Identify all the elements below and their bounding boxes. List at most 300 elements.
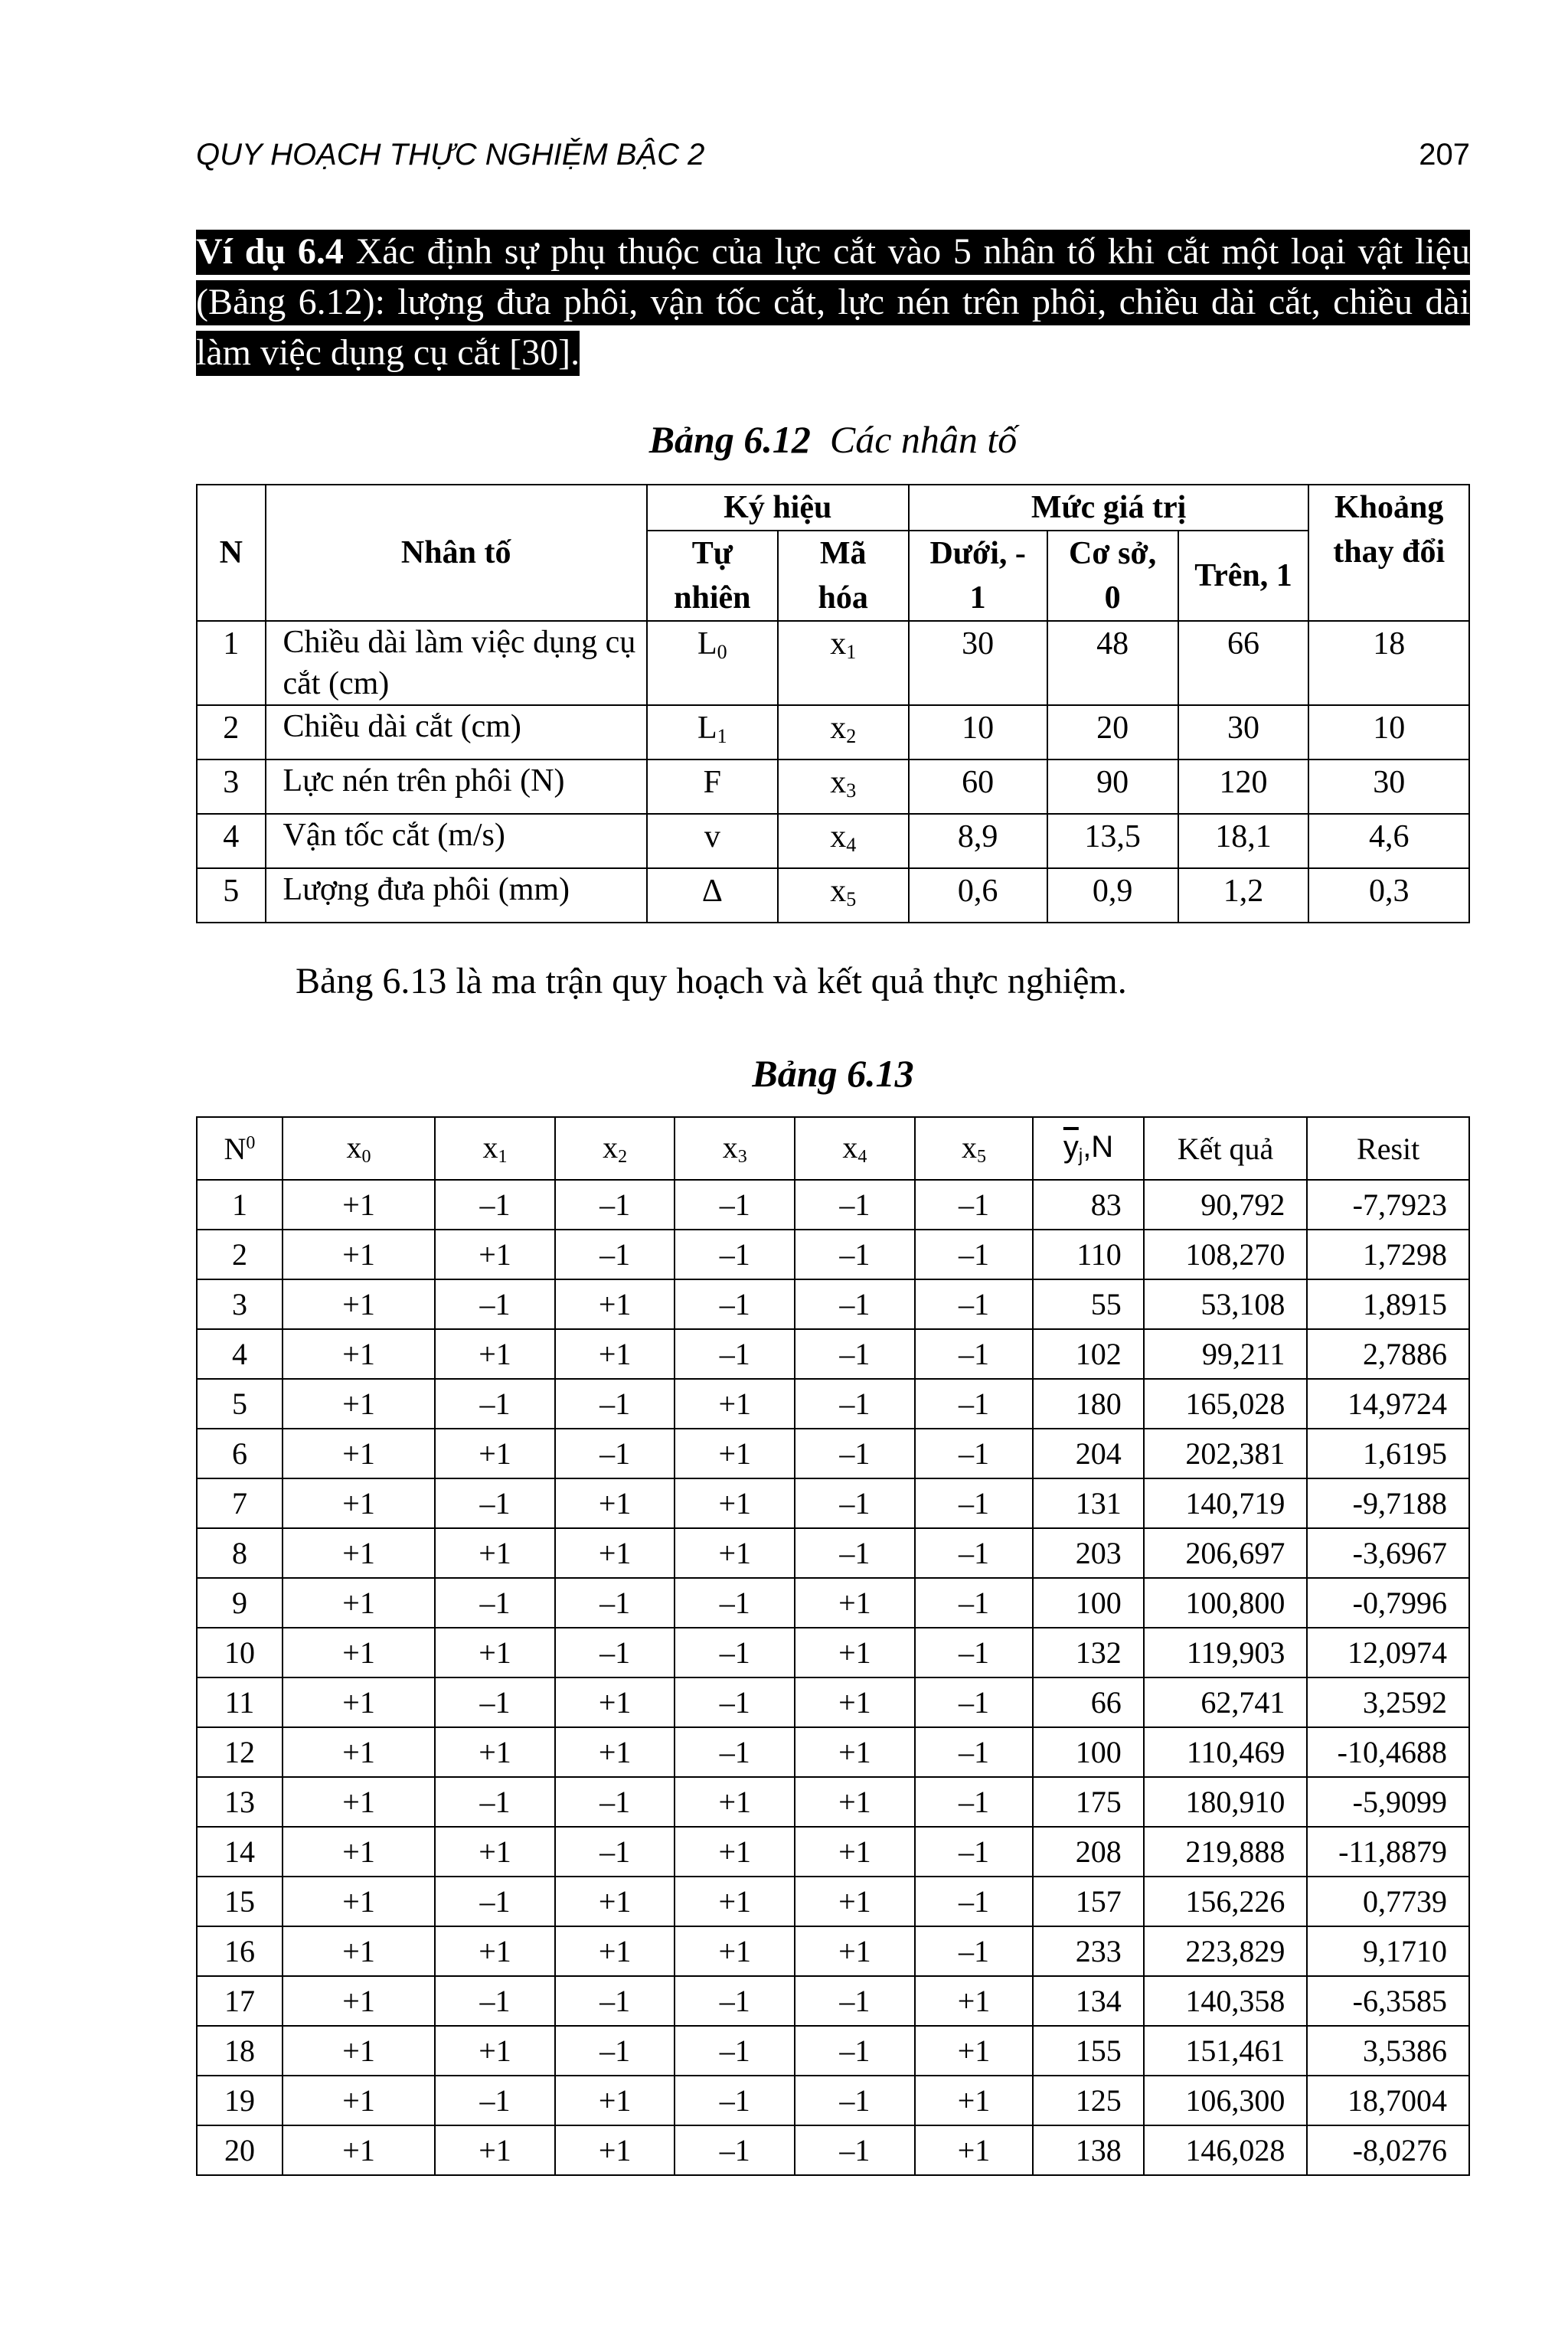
cell-result: 100,800 <box>1144 1578 1308 1628</box>
cell-x2: +1 <box>555 1528 675 1578</box>
header-levels: Mức giá trị <box>909 485 1309 531</box>
cell-x2: +1 <box>555 2125 675 2175</box>
factor-base: 90 <box>1047 760 1178 814</box>
factor-base: 0,9 <box>1047 868 1178 923</box>
cell-y-mean: 83 <box>1033 1180 1143 1230</box>
cell-x4: –1 <box>795 1379 915 1429</box>
cell-y-mean: 175 <box>1033 1777 1143 1827</box>
cell-x0: +1 <box>283 2125 435 2175</box>
header-x2 <box>555 1117 675 1180</box>
cell-x5: +1 <box>915 1976 1034 2026</box>
cell-x1: +1 <box>435 1727 555 1777</box>
cell-x0: +1 <box>283 1578 435 1628</box>
cell-x0: +1 <box>283 2026 435 2076</box>
factor-interval: 10 <box>1308 705 1469 760</box>
cell-x4: –1 <box>795 1429 915 1478</box>
cell-x5: –1 <box>915 1379 1034 1429</box>
cell-result: 99,211 <box>1144 1329 1308 1379</box>
factor-name: Chiều dài cắt (cm) <box>266 705 647 760</box>
cell-run-number: 4 <box>197 1329 283 1379</box>
cell-resit: 0,7739 <box>1307 1877 1469 1926</box>
natural-symbol-base: v <box>704 819 720 854</box>
cell-run-number: 20 <box>197 2125 283 2175</box>
cell-x0: +1 <box>283 1677 435 1727</box>
cell-resit: 1,7298 <box>1307 1230 1469 1279</box>
cell-resit: -7,7923 <box>1307 1180 1469 1230</box>
factor-interval: 4,6 <box>1308 814 1469 868</box>
cell-resit: -10,4688 <box>1307 1727 1469 1777</box>
example-text: Xác định sự phụ thuộc của lực cắt vào 5 nhân tố khi cắt một loại vật liệu (Bảng 6.12): lượng đưa phôi, vận tốc cắt, lực nén trên phôi, chiều dài cắt, chiều dài làm việc dụng cụ cắt [30]. <box>196 231 1470 373</box>
cell-y-mean: 132 <box>1033 1628 1143 1677</box>
cell-result: 206,697 <box>1144 1528 1308 1578</box>
factor-coded-symbol <box>778 621 909 705</box>
cell-x1: +1 <box>435 2125 555 2175</box>
cell-x0: +1 <box>283 1230 435 1279</box>
cell-resit: -3,6967 <box>1307 1528 1469 1578</box>
factor-row <box>197 705 1469 760</box>
factor-row <box>197 621 1469 705</box>
coded-symbol-sub: 4 <box>846 834 857 856</box>
cell-x5: +1 <box>915 2026 1034 2076</box>
cell-result: 219,888 <box>1144 1827 1308 1877</box>
table-row <box>197 1976 1469 2026</box>
cell-y-mean: 155 <box>1033 2026 1143 2076</box>
cell-resit: -8,0276 <box>1307 2125 1469 2175</box>
cell-x2: +1 <box>555 1727 675 1777</box>
cell-x4: –1 <box>795 1230 915 1279</box>
header-x-base: x <box>842 1130 858 1165</box>
cell-x5: –1 <box>915 1528 1034 1578</box>
factor-upper: 1,2 <box>1178 868 1309 923</box>
table-6-12-caption-number: Bảng 6.12 <box>648 418 811 461</box>
cell-x1: +1 <box>435 1429 555 1478</box>
cell-x1: –1 <box>435 1578 555 1628</box>
experiment-matrix-table <box>196 1116 1470 2176</box>
cell-x2: –1 <box>555 1578 675 1628</box>
factor-n: 3 <box>197 760 266 814</box>
cell-y-mean: 131 <box>1033 1478 1143 1528</box>
table-row <box>197 1727 1469 1777</box>
cell-x3: –1 <box>675 2026 795 2076</box>
cell-x1: –1 <box>435 1379 555 1429</box>
coded-symbol-base: x <box>830 874 847 909</box>
cell-x5: +1 <box>915 2076 1034 2125</box>
header-base: Cơ sở, 0 <box>1047 531 1178 621</box>
cell-result: 165,028 <box>1144 1379 1308 1429</box>
cell-result: 202,381 <box>1144 1429 1308 1478</box>
cell-x5: –1 <box>915 1429 1034 1478</box>
header-x5 <box>915 1117 1034 1180</box>
cell-y-mean: 125 <box>1033 2076 1143 2125</box>
cell-x1: –1 <box>435 1677 555 1727</box>
header-lower: Dưới, - 1 <box>909 531 1047 621</box>
cell-run-number: 7 <box>197 1478 283 1528</box>
header-y-unit: ,N <box>1083 1130 1114 1164</box>
cell-y-mean: 208 <box>1033 1827 1143 1877</box>
natural-symbol-sub: 0 <box>717 641 727 663</box>
header-x-sub: 3 <box>737 1147 747 1167</box>
cell-resit: 18,7004 <box>1307 2076 1469 2125</box>
cell-x3: +1 <box>675 1926 795 1976</box>
cell-x1: +1 <box>435 1827 555 1877</box>
factor-n: 1 <box>197 621 266 705</box>
header-run-number-sup: 0 <box>246 1132 256 1153</box>
cell-x2: +1 <box>555 1478 675 1528</box>
cell-resit: -0,7996 <box>1307 1578 1469 1628</box>
cell-x2: +1 <box>555 1677 675 1727</box>
header-x0 <box>283 1117 435 1180</box>
cell-x4: +1 <box>795 1677 915 1727</box>
factor-lower: 8,9 <box>909 814 1047 868</box>
cell-x3: +1 <box>675 1777 795 1827</box>
cell-x5: –1 <box>915 1877 1034 1926</box>
cell-x5: –1 <box>915 1478 1034 1528</box>
cell-x0: +1 <box>283 1478 435 1528</box>
cell-x4: +1 <box>795 1877 915 1926</box>
header-y-sub: j <box>1078 1145 1083 1166</box>
factor-upper: 120 <box>1178 760 1309 814</box>
natural-symbol-base: Δ <box>701 874 723 909</box>
cell-x4: –1 <box>795 2125 915 2175</box>
factor-coded-symbol <box>778 814 909 868</box>
factor-coded-symbol <box>778 868 909 923</box>
cell-x1: +1 <box>435 1528 555 1578</box>
natural-symbol-base: L <box>697 710 717 746</box>
cell-x4: –1 <box>795 1180 915 1230</box>
cell-y-mean: 55 <box>1033 1279 1143 1329</box>
cell-x3: –1 <box>675 2076 795 2125</box>
factor-row <box>197 760 1469 814</box>
table-row <box>197 1429 1469 1478</box>
factor-row <box>197 868 1469 923</box>
cell-result: 90,792 <box>1144 1180 1308 1230</box>
cell-x5: –1 <box>915 1777 1034 1827</box>
cell-x2: +1 <box>555 1279 675 1329</box>
header-x-sub: 1 <box>498 1147 508 1167</box>
header-x-base: x <box>603 1130 619 1165</box>
cell-resit: 12,0974 <box>1307 1628 1469 1677</box>
table-row <box>197 2125 1469 2175</box>
cell-x2: –1 <box>555 1976 675 2026</box>
cell-x5: –1 <box>915 1677 1034 1727</box>
cell-y-mean: 110 <box>1033 1230 1143 1279</box>
table-row <box>197 1877 1469 1926</box>
factor-base: 48 <box>1047 621 1178 705</box>
cell-x1: –1 <box>435 1777 555 1827</box>
cell-x4: –1 <box>795 1528 915 1578</box>
cell-x3: –1 <box>675 1329 795 1379</box>
cell-resit: 14,9724 <box>1307 1379 1469 1429</box>
cell-y-mean: 180 <box>1033 1379 1143 1429</box>
cell-x3: +1 <box>675 1478 795 1528</box>
cell-run-number: 12 <box>197 1727 283 1777</box>
cell-x5: –1 <box>915 1329 1034 1379</box>
cell-x0: +1 <box>283 1429 435 1478</box>
factor-n: 2 <box>197 705 266 760</box>
cell-x3: –1 <box>675 2125 795 2175</box>
header-run-number-base: N <box>224 1131 247 1166</box>
cell-x5: –1 <box>915 1230 1034 1279</box>
cell-x1: –1 <box>435 1478 555 1528</box>
table-row <box>197 1279 1469 1329</box>
example-label: Ví dụ 6.4 <box>196 231 344 272</box>
table-row <box>197 1379 1469 1429</box>
cell-run-number: 13 <box>197 1777 283 1827</box>
cell-x4: –1 <box>795 2026 915 2076</box>
cell-y-mean: 233 <box>1033 1926 1143 1976</box>
cell-x2: –1 <box>555 1827 675 1877</box>
cell-run-number: 2 <box>197 1230 283 1279</box>
cell-resit: 3,5386 <box>1307 2026 1469 2076</box>
header-interval: Khoảng thay đổi <box>1308 485 1469 621</box>
cell-x3: –1 <box>675 1230 795 1279</box>
factor-interval: 30 <box>1308 760 1469 814</box>
factor-n: 5 <box>197 868 266 923</box>
cell-run-number: 15 <box>197 1877 283 1926</box>
cell-x4: +1 <box>795 1777 915 1827</box>
cell-x3: –1 <box>675 1180 795 1230</box>
cell-x0: +1 <box>283 1329 435 1379</box>
cell-run-number: 1 <box>197 1180 283 1230</box>
header-x-base: x <box>962 1130 978 1165</box>
header-resit: Resit <box>1307 1117 1469 1180</box>
factor-coded-symbol <box>778 705 909 760</box>
cell-x1: +1 <box>435 2026 555 2076</box>
cell-x3: +1 <box>675 1877 795 1926</box>
cell-x0: +1 <box>283 1976 435 2026</box>
example-highlight <box>196 230 1470 376</box>
table-6-12-caption <box>196 416 1470 462</box>
factor-interval: 0,3 <box>1308 868 1469 923</box>
cell-resit: 3,2592 <box>1307 1677 1469 1727</box>
coded-symbol-base: x <box>830 819 847 854</box>
cell-run-number: 11 <box>197 1677 283 1727</box>
cell-resit: 1,6195 <box>1307 1429 1469 1478</box>
cell-x3: –1 <box>675 1976 795 2026</box>
cell-run-number: 5 <box>197 1379 283 1429</box>
cell-run-number: 10 <box>197 1628 283 1677</box>
cell-run-number: 19 <box>197 2076 283 2125</box>
cell-resit: -6,3585 <box>1307 1976 1469 2026</box>
cell-x0: +1 <box>283 1926 435 1976</box>
coded-symbol-sub: 2 <box>846 725 857 747</box>
header-x-sub: 2 <box>618 1147 628 1167</box>
cell-x0: +1 <box>283 1379 435 1429</box>
cell-resit: -5,9099 <box>1307 1777 1469 1827</box>
cell-x1: –1 <box>435 1279 555 1329</box>
header-x3 <box>675 1117 795 1180</box>
coded-symbol-base: x <box>830 765 847 800</box>
cell-x4: –1 <box>795 2076 915 2125</box>
coded-symbol-sub: 5 <box>846 888 857 910</box>
cell-x3: +1 <box>675 1429 795 1478</box>
cell-x0: +1 <box>283 1180 435 1230</box>
cell-resit: 9,1710 <box>1307 1926 1469 1976</box>
cell-x2: –1 <box>555 1379 675 1429</box>
table-row <box>197 1628 1469 1677</box>
cell-y-mean: 100 <box>1033 1727 1143 1777</box>
example-paragraph <box>196 227 1470 378</box>
cell-x1: –1 <box>435 1877 555 1926</box>
factor-base: 20 <box>1047 705 1178 760</box>
cell-result: 180,910 <box>1144 1777 1308 1827</box>
cell-x0: +1 <box>283 1877 435 1926</box>
table-row <box>197 1827 1469 1877</box>
header-x-base: x <box>482 1130 498 1165</box>
factor-natural-symbol <box>647 868 778 923</box>
cell-x4: –1 <box>795 1279 915 1329</box>
cell-x4: +1 <box>795 1926 915 1976</box>
cell-result: 53,108 <box>1144 1279 1308 1329</box>
coded-symbol-sub: 1 <box>846 641 857 663</box>
factor-lower: 60 <box>909 760 1047 814</box>
cell-x4: +1 <box>795 1578 915 1628</box>
cell-x2: +1 <box>555 2076 675 2125</box>
cell-y-mean: 134 <box>1033 1976 1143 2026</box>
table-6-12-caption-title: Các nhân tố <box>810 418 1018 461</box>
cell-x2: –1 <box>555 1429 675 1478</box>
factor-row <box>197 814 1469 868</box>
table-row <box>197 1180 1469 1230</box>
cell-resit: 2,7886 <box>1307 1329 1469 1379</box>
cell-run-number: 17 <box>197 1976 283 2026</box>
table-row <box>197 1329 1469 1379</box>
intro-paragraph: Bảng 6.13 là ma trận quy hoạch và kết quả thực nghiệm. <box>296 961 1127 1001</box>
table-row <box>197 1230 1469 1279</box>
header-result: Kết quả <box>1144 1117 1308 1180</box>
cell-x0: +1 <box>283 1777 435 1827</box>
cell-x1: +1 <box>435 1230 555 1279</box>
cell-x2: –1 <box>555 1230 675 1279</box>
cell-result: 140,358 <box>1144 1976 1308 2026</box>
table-row <box>197 1528 1469 1578</box>
header-run-number <box>197 1117 283 1180</box>
cell-result: 106,300 <box>1144 2076 1308 2125</box>
cell-x1: –1 <box>435 1976 555 2026</box>
cell-result: 119,903 <box>1144 1628 1308 1677</box>
cell-result: 146,028 <box>1144 2125 1308 2175</box>
header-factor: Nhân tố <box>266 485 647 621</box>
cell-x3: –1 <box>675 1628 795 1677</box>
cell-x0: +1 <box>283 1727 435 1777</box>
cell-y-mean: 138 <box>1033 2125 1143 2175</box>
cell-x2: –1 <box>555 1777 675 1827</box>
factor-lower: 0,6 <box>909 868 1047 923</box>
cell-x2: –1 <box>555 1180 675 1230</box>
header-coded: Mã hóa <box>778 531 909 621</box>
header-y-base: $\overline{y}$ <box>1063 1130 1079 1164</box>
cell-x4: +1 <box>795 1827 915 1877</box>
header-x-sub: 5 <box>977 1147 987 1167</box>
cell-x1: –1 <box>435 2076 555 2125</box>
cell-x5: –1 <box>915 1180 1034 1230</box>
cell-run-number: 6 <box>197 1429 283 1478</box>
coded-symbol-base: x <box>830 710 847 746</box>
cell-x4: +1 <box>795 1727 915 1777</box>
cell-x2: +1 <box>555 1329 675 1379</box>
cell-x3: –1 <box>675 1578 795 1628</box>
coded-symbol-base: x <box>830 626 847 662</box>
cell-x5: –1 <box>915 1926 1034 1976</box>
cell-x2: +1 <box>555 1926 675 1976</box>
cell-x1: +1 <box>435 1329 555 1379</box>
cell-x0: +1 <box>283 1279 435 1329</box>
cell-x5: –1 <box>915 1628 1034 1677</box>
cell-result: 110,469 <box>1144 1727 1308 1777</box>
table-row <box>197 2026 1469 2076</box>
cell-run-number: 14 <box>197 1827 283 1877</box>
factor-base: 13,5 <box>1047 814 1178 868</box>
cell-x2: –1 <box>555 2026 675 2076</box>
factor-upper: 30 <box>1178 705 1309 760</box>
cell-resit: 1,8915 <box>1307 1279 1469 1329</box>
cell-y-mean: 102 <box>1033 1329 1143 1379</box>
cell-result: 62,741 <box>1144 1677 1308 1727</box>
cell-run-number: 8 <box>197 1528 283 1578</box>
factor-name: Lượng đưa phôi (mm) <box>266 868 647 923</box>
cell-x1: +1 <box>435 1926 555 1976</box>
header-x-base: x <box>346 1130 362 1165</box>
cell-x4: +1 <box>795 1628 915 1677</box>
natural-symbol-base: L <box>697 626 717 662</box>
cell-y-mean: 204 <box>1033 1429 1143 1478</box>
cell-x3: +1 <box>675 1379 795 1429</box>
cell-x4: –1 <box>795 1329 915 1379</box>
cell-x5: –1 <box>915 1727 1034 1777</box>
cell-x3: –1 <box>675 1677 795 1727</box>
factor-upper: 18,1 <box>1178 814 1309 868</box>
cell-x5: –1 <box>915 1279 1034 1329</box>
cell-run-number: 18 <box>197 2026 283 2076</box>
cell-x1: +1 <box>435 1628 555 1677</box>
cell-x4: –1 <box>795 1478 915 1528</box>
table-row <box>197 1777 1469 1827</box>
cell-run-number: 16 <box>197 1926 283 1976</box>
factor-upper: 66 <box>1178 621 1309 705</box>
table-row <box>197 1926 1469 1976</box>
cell-result: 140,719 <box>1144 1478 1308 1528</box>
factor-natural-symbol <box>647 760 778 814</box>
header-x-base: x <box>722 1130 738 1165</box>
table-row <box>197 1578 1469 1628</box>
header-symbol: Ký hiệu <box>647 485 909 531</box>
cell-y-mean: 66 <box>1033 1677 1143 1727</box>
cell-x4: –1 <box>795 1976 915 2026</box>
cell-x3: +1 <box>675 1528 795 1578</box>
cell-resit: -9,7188 <box>1307 1478 1469 1528</box>
cell-x0: +1 <box>283 1827 435 1877</box>
cell-x5: +1 <box>915 2125 1034 2175</box>
table-row <box>197 1478 1469 1528</box>
cell-x0: +1 <box>283 1528 435 1578</box>
cell-run-number: 3 <box>197 1279 283 1329</box>
factor-name: Chiều dài làm việc dụng cụ cắt (cm) <box>266 621 647 705</box>
running-title: QUY HOẠCH THỰC NGHIỆM BẬC 2 <box>196 138 705 172</box>
cell-run-number: 9 <box>197 1578 283 1628</box>
header-upper: Trên, 1 <box>1178 531 1309 621</box>
header-y-mean <box>1033 1117 1143 1180</box>
cell-y-mean: 203 <box>1033 1528 1143 1578</box>
cell-resit: -11,8879 <box>1307 1827 1469 1877</box>
factor-natural-symbol <box>647 705 778 760</box>
factor-natural-symbol <box>647 621 778 705</box>
table-row <box>197 2076 1469 2125</box>
cell-x3: –1 <box>675 1727 795 1777</box>
cell-x1: –1 <box>435 1180 555 1230</box>
cell-y-mean: 100 <box>1033 1578 1143 1628</box>
header-natural: Tự nhiên <box>647 531 778 621</box>
factor-interval: 18 <box>1308 621 1469 705</box>
